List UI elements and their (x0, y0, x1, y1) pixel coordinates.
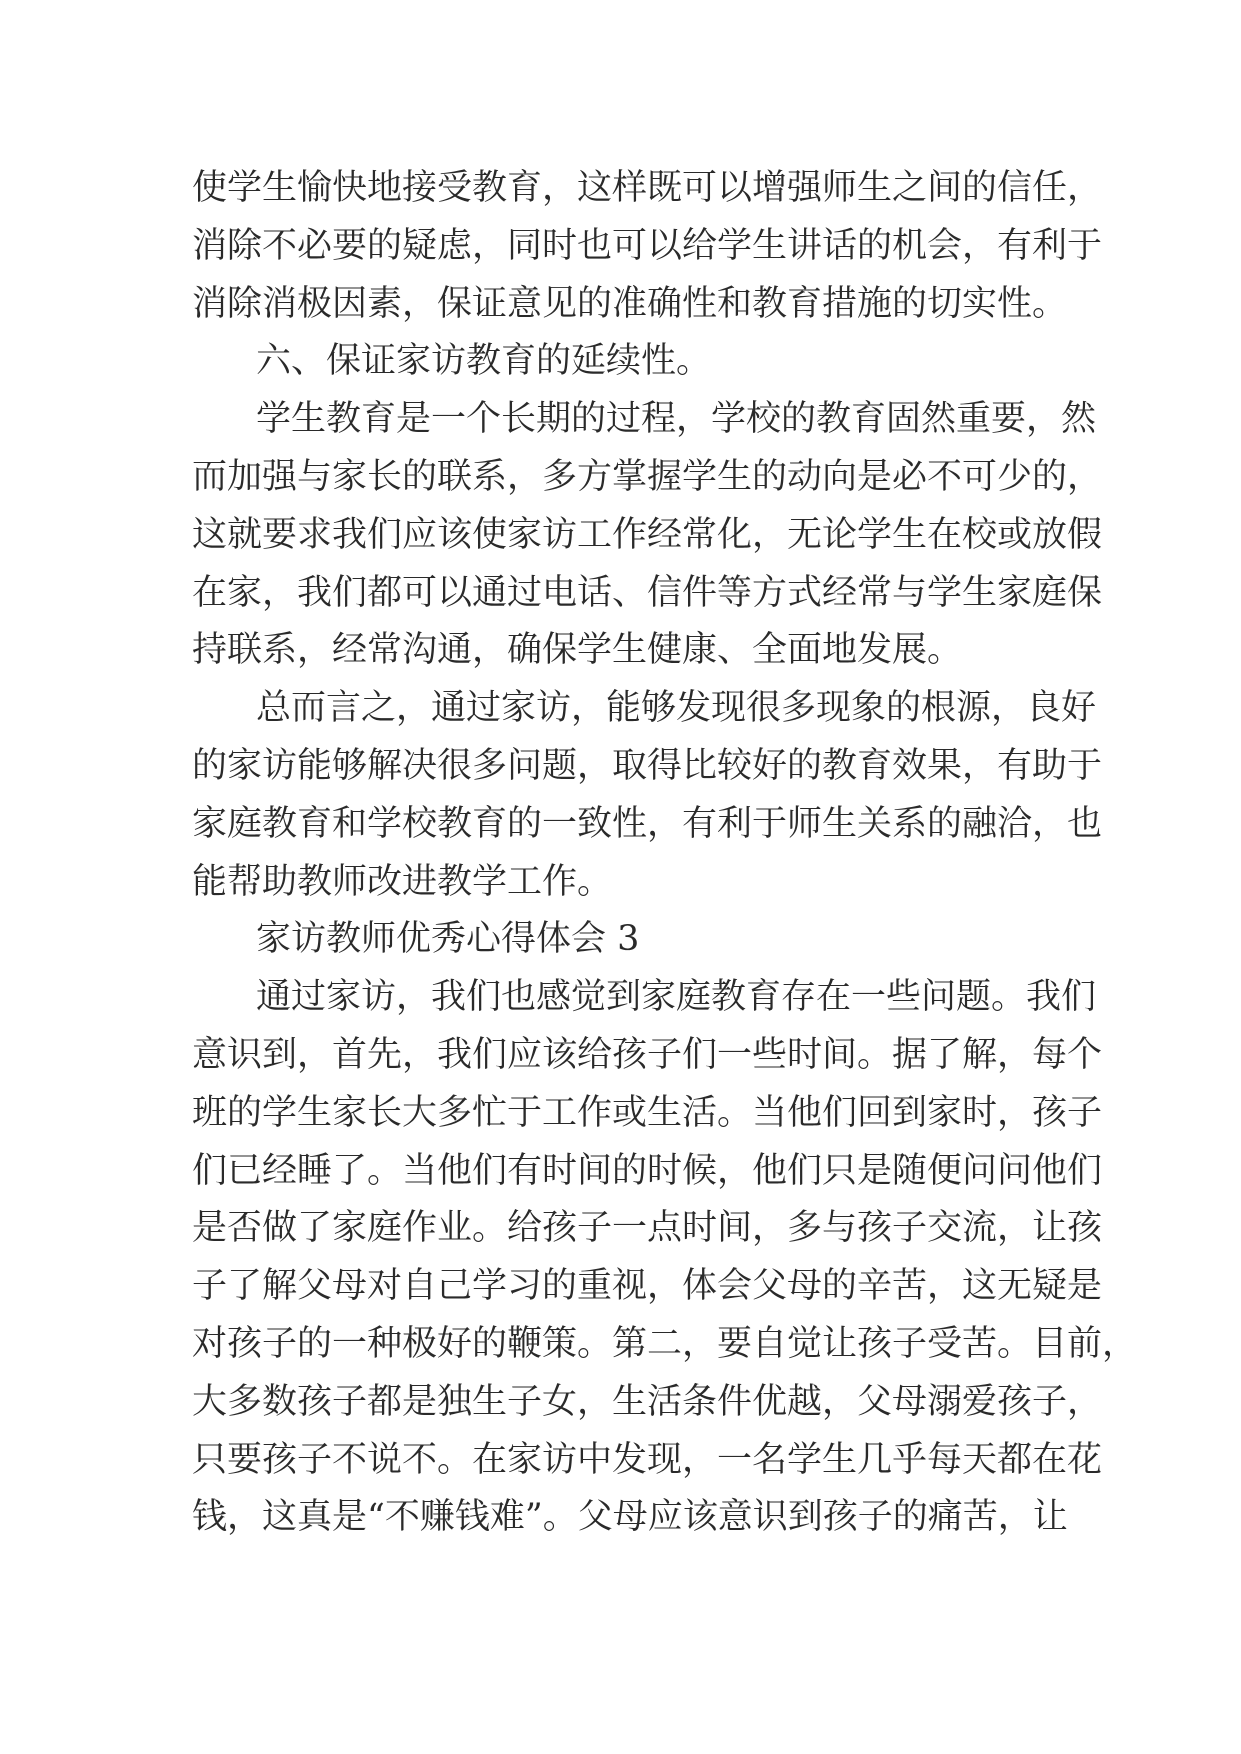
text-line: 通过家访，我们也感觉到家庭教育存在一些问题。我们 (256, 977, 1097, 1018)
section-heading: 六、保证家访教育的延续性。 (256, 341, 712, 382)
text-line: 班的学生家长大多忙于工作或生活。当他们回到家时，孩子 (192, 1092, 1103, 1133)
text-line: 学生教育是一个长期的过程，学校的教育固然重要，然 (256, 399, 1097, 440)
text-line: 只要孩子不说不。在家访中发现，一名学生几乎每天都在花 (192, 1439, 1103, 1480)
section-title: 家访教师优秀心得体会 3 (256, 919, 640, 960)
text-line: 钱，这真是“不赚钱难”。父母应该意识到孩子的痛苦，让 (192, 1497, 1068, 1538)
text-line: 们已经睡了。当他们有时间的时候，他们只是随便问问他们 (192, 1150, 1103, 1191)
text-line: 能帮助教师改进教学工作。 (192, 861, 613, 902)
text-line: 而加强与家长的联系，多方掌握学生的动向是必不可少的， (192, 456, 1103, 497)
text-line: 总而言之，通过家访，能够发现很多现象的根源，良好 (256, 688, 1097, 729)
text-line: 子了解父母对自己学习的重视，体会父母的辛苦，这无疑是 (192, 1266, 1103, 1307)
text-line: 这就要求我们应该使家访工作经常化，无论学生在校或放假 (192, 514, 1103, 555)
text-line: 意识到，首先，我们应该给孩子们一些时间。据了解，每个 (192, 1034, 1103, 1075)
body-text (192, 160, 1138, 1547)
text-line: 使学生愉快地接受教育，这样既可以增强师生之间的信任， (192, 168, 1103, 208)
text-line: 的家访能够解决很多问题，取得比较好的教育效果，有助于 (192, 745, 1103, 786)
text-line: 消除不必要的疑虑，同时也可以给学生讲话的机会，有利于 (192, 225, 1103, 266)
text-line: 消除消极因素，保证意见的准确性和教育措施的切实性。 (192, 283, 1068, 324)
text-line: 大多数孩子都是独生子女，生活条件优越，父母溺爱孩子， (192, 1381, 1103, 1422)
text-line: 是否做了家庭作业。给孩子一点时间，多与孩子交流，让孩 (192, 1208, 1103, 1249)
text-line: 持联系，经常沟通，确保学生健康、全面地发展。 (192, 630, 963, 671)
text-line: 对孩子的一种极好的鞭策。第二，要自觉让孩子受苦。目前， (192, 1323, 1138, 1364)
text-line: 家庭教育和学校教育的一致性，有利于师生关系的融洽，也 (192, 803, 1103, 844)
text-line: 在家，我们都可以通过电话、信件等方式经常与学生家庭保 (192, 572, 1103, 613)
